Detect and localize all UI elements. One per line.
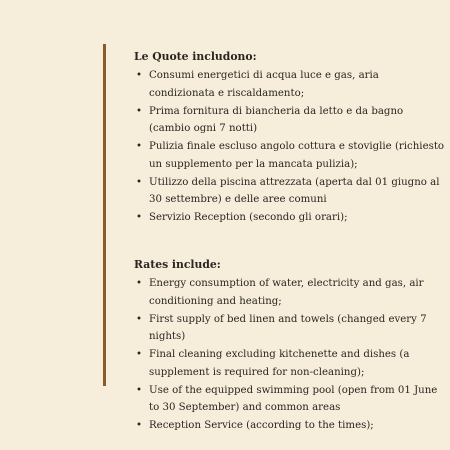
list-item-text: Use of the equipped swimming pool (open from 01 June to 30 September) and common areas — [149, 384, 438, 413]
list-item-text: Utilizzo della piscina attrezzata (aperta dal 01 giugno al 30 settembre) e delle aree comuni — [149, 176, 440, 205]
vertical-accent-bar — [103, 44, 106, 386]
list-item — [134, 311, 446, 346]
bullet-icon: • — [136, 384, 143, 396]
bullet-icon: • — [136, 349, 143, 360]
list-item — [134, 417, 446, 435]
list-item — [134, 67, 446, 102]
list-item-text: Prima fornitura di biancheria da letto e da bagno (cambio ogni 7 notti) — [149, 105, 404, 134]
list-item — [134, 138, 446, 173]
list-item-text: Pulizia finale escluso angolo cottura e stoviglie (richiesto un supplemento per la mancata pulizia); — [149, 141, 445, 170]
list-item-text: Final cleaning excluding kitchenette and dishes (a supplement is required for non-cleaning); — [149, 349, 410, 378]
italian-section — [134, 50, 446, 227]
bullet-icon: • — [136, 141, 143, 152]
bullet-icon: • — [136, 420, 143, 431]
bullet-icon: • — [136, 105, 143, 117]
english-section — [134, 258, 446, 435]
bullet-icon: • — [136, 212, 143, 223]
italian-inclusions-list — [134, 67, 446, 227]
bullet-icon: • — [136, 278, 143, 289]
rates-content — [134, 50, 446, 435]
bullet-icon: • — [136, 176, 143, 188]
bullet-icon: • — [136, 313, 143, 325]
list-item — [134, 209, 446, 227]
list-item-text: Consumi energetici di acqua luce e gas, aria condizionata e riscaldamento; — [149, 70, 379, 99]
list-item — [134, 275, 446, 310]
list-item-text: First supply of bed linen and towels (changed every 7 nights) — [149, 313, 427, 342]
list-item-text: Servizio Reception (secondo gli orari); — [149, 212, 348, 223]
italian-section-title: Le Quote includono: — [134, 50, 257, 63]
list-item — [134, 382, 446, 417]
list-item-text: Energy consumption of water, electricity and gas, air conditioning and heating; — [149, 278, 424, 307]
list-item — [134, 103, 446, 138]
list-item — [134, 346, 446, 381]
list-item — [134, 174, 446, 209]
english-section-title: Rates include: — [134, 258, 221, 271]
english-inclusions-list — [134, 275, 446, 435]
list-item-text: Reception Service (according to the times); — [149, 420, 374, 431]
bullet-icon: • — [136, 70, 143, 81]
section-spacer — [134, 227, 446, 258]
